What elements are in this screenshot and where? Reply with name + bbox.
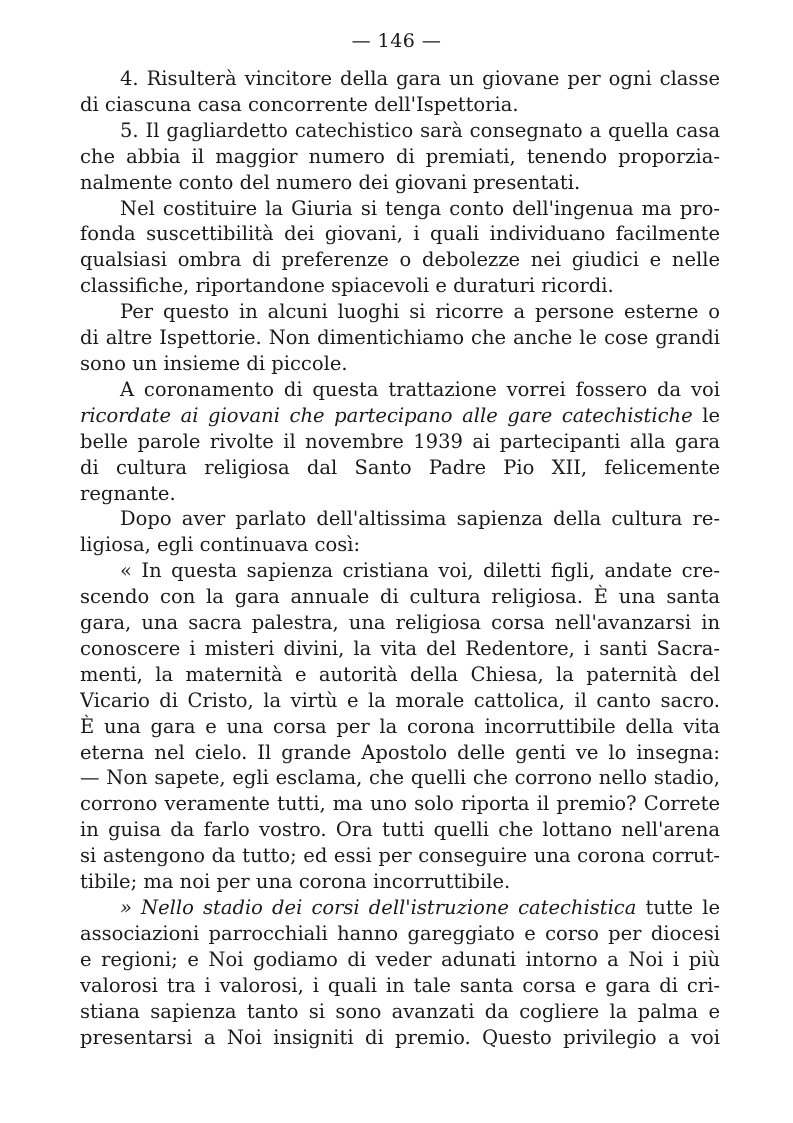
- text-line: 5. Il gagliardetto catechistico sarà consegnato a quella casa: [120, 118, 720, 142]
- text-line: di altre Ispettorie. Non dimentichiamo che anche le cose grandi: [80, 326, 720, 350]
- text-line: qualsiasi ombra di preferenze o debolezze nei giudici e nelle: [80, 248, 720, 272]
- text-line: Per questo in alcuni luoghi si ricorre a persone esterne o: [120, 300, 720, 324]
- text-line: scendo con la gara annuale di cultura religiosa. È una santa: [80, 585, 720, 609]
- body-text: [80, 66, 720, 1050]
- text-line: Nel costituire la Giuria si tenga conto dell'ingenua ma pro-: [120, 196, 720, 220]
- text-line: [80, 403, 720, 429]
- page-number: — 146 —: [351, 30, 442, 52]
- paragraph-item-5: [80, 118, 720, 196]
- text-line: fonda suscettibilità dei giovani, i quali individuano facilmente: [80, 222, 720, 246]
- paragraph-quotation-2: [80, 895, 720, 1050]
- text-line: ligiosa, egli continuava così:: [80, 533, 361, 557]
- text-line: si astengono da tutto; ed essi per conseguire una corona corrut-: [80, 844, 720, 868]
- paragraph-dopo-aver-parlato: [80, 506, 720, 558]
- text-line: sono un insieme di piccole.: [80, 351, 348, 375]
- text-line: « In questa sapienza cristiana voi, diletti figli, andate cre-: [120, 559, 720, 583]
- text-line: valorosi tra i valorosi, i quali in tale santa corsa e gara di cri-: [80, 973, 720, 997]
- text-line: che abbia il maggior numero di premiati, tenendo proporzia-: [80, 144, 720, 168]
- text-line: È una gara e una corsa per la corona incorruttibile della vita: [80, 714, 720, 738]
- text-line: nalmente conto del numero dei giovani presentati.: [80, 170, 581, 194]
- text-line: menti, la maternità e autorità della Chiesa, la paternità del: [80, 662, 720, 686]
- text-line: stiana sapienza tanto si sono avanzati da cogliere la palma e: [80, 999, 720, 1023]
- text-line: [80, 895, 720, 921]
- text-line: presentarsi a Noi insigniti di premio. Questo privilegio a voi: [80, 1025, 720, 1049]
- text-line: 4. Risulterà vincitore della gara un giovane per ogni classe: [120, 67, 720, 90]
- text-line: Dopo aver parlato dell'altissima sapienza della cultura re-: [120, 507, 720, 531]
- text-line: in guisa da farlo vostro. Ora tutti quelli che lottano nell'arena: [80, 818, 720, 842]
- text-line: regnante.: [80, 481, 176, 505]
- text-line: classifiche, riportandone spiacevoli e duraturi ricordi.: [80, 274, 614, 298]
- text-line: eterna nel cielo. Il grande Apostolo delle genti ve lo insegna:: [80, 740, 720, 764]
- text-line: Vicario di Cristo, la virtù e la morale cattolica, il canto sacro.: [80, 688, 720, 712]
- text-line: — Non sapete, egli esclama, che quelli che corrono nello stadio,: [80, 766, 720, 790]
- text-segment: le: [692, 403, 720, 427]
- paragraph-giuria: [80, 196, 720, 300]
- text-line: associazioni parrocchiali hanno gareggiato e corso per diocesi: [80, 921, 720, 945]
- text-segment: tutte le: [636, 896, 720, 919]
- paragraph-coronamento: [80, 377, 720, 507]
- text-line: di ciascuna casa concorrente dell'Ispettoria.: [80, 92, 519, 116]
- italic-text: ricordate ai giovani che partecipano alle gare catechistiche: [80, 403, 693, 427]
- text-line: tibile; ma noi per una corona incorruttibile.: [80, 870, 511, 894]
- text-line: di cultura religiosa dal Santo Padre Pio XII, felicemente: [80, 455, 720, 479]
- paragraph-quotation-1: [80, 558, 720, 895]
- italic-text: » Nello stadio dei corsi dell'istruzione catechistica: [120, 896, 637, 919]
- text-line: conoscere i misteri divini, la vita del Redentore, i santi Sacra-: [80, 636, 720, 660]
- text-line: gara, una sacra palestra, una religiosa corsa nell'avanzarsi in: [80, 611, 720, 635]
- text-line: belle parole rivolte il novembre 1939 ai partecipanti alla gara: [80, 429, 720, 453]
- text-line: A coronamento di questa trattazione vorrei fossero da voi: [120, 377, 720, 401]
- paragraph-persone-esterne: [80, 299, 720, 377]
- text-line: e regioni; e Noi godiamo di veder adunati intorno a Noi i più: [80, 947, 720, 971]
- text-line: corrono veramente tutti, ma uno solo riporta il premio? Correte: [80, 792, 720, 816]
- paragraph-item-4: [80, 66, 720, 118]
